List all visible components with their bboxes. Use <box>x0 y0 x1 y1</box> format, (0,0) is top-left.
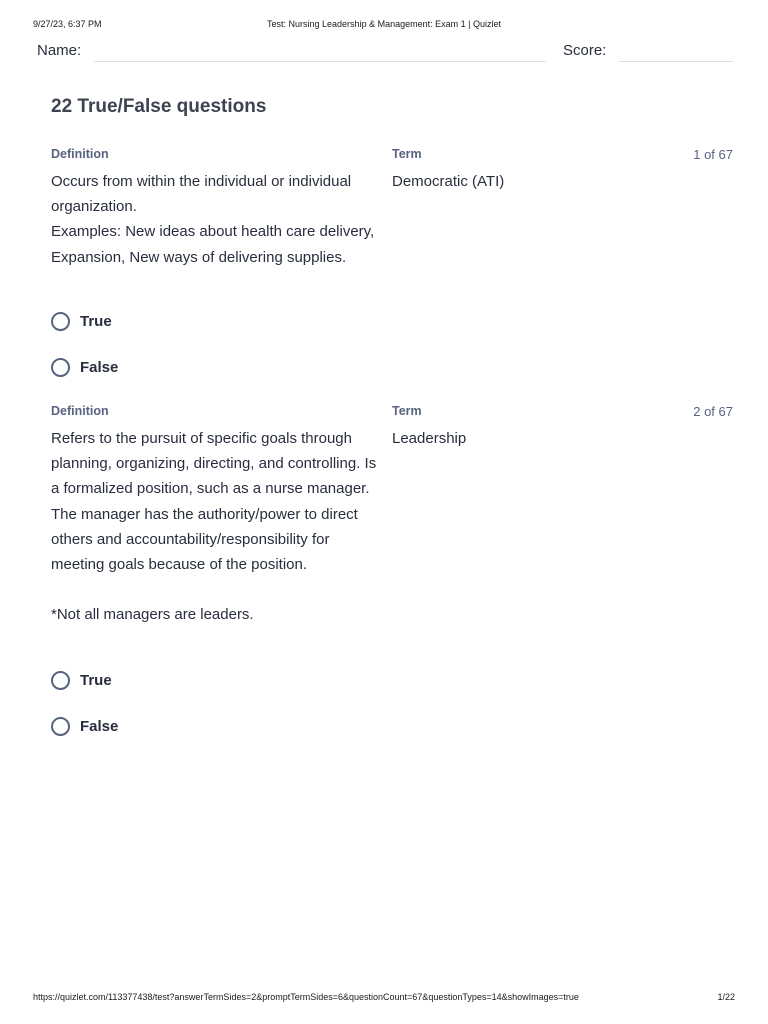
option-label: True <box>80 671 112 689</box>
definition-label: Definition <box>51 147 109 161</box>
page-number: 1/22 <box>717 992 735 1002</box>
name-label: Name: <box>37 42 82 59</box>
term-label: Term <box>392 404 422 418</box>
option-true[interactable] <box>51 309 112 333</box>
radio-circle-icon[interactable] <box>51 671 70 690</box>
score-label: Score: <box>563 42 607 59</box>
print-datetime: 9/27/23, 6:37 PM <box>33 19 102 29</box>
term-label: Term <box>392 147 422 161</box>
print-page-title: Test: Nursing Leadership & Management: Exam 1 | Quizlet <box>267 19 501 29</box>
definition-text: Occurs from within the individual or individual organization. Examples: New ideas about health care delivery, Expansion, New ways of delivering supplies. <box>51 173 375 266</box>
name-score-row <box>37 40 733 66</box>
definition-text: Refers to the pursuit of specific goals through planning, organizing, directing, and controlling. Is a formalized position, such as a nurse manager. The manager has the authority/power to direct others and accountability/responsibility for meeting goals because of the position. *Not all managers are leaders. <box>51 430 377 624</box>
name-field[interactable] <box>94 61 546 62</box>
option-label: True <box>80 312 112 330</box>
radio-circle-icon[interactable] <box>51 717 70 736</box>
radio-circle-icon[interactable] <box>51 312 70 331</box>
definition-label: Definition <box>51 404 109 418</box>
question-counter: 2 of 67 <box>693 404 733 419</box>
score-field[interactable] <box>619 61 733 62</box>
term-text: Leadership <box>392 430 467 447</box>
option-label: False <box>80 717 119 735</box>
print-url: https://quizlet.com/113377438/test?answerTermSides=2&promptTermSides=6&questionCount=67&questionTypes=14&showImages=true <box>33 992 579 1002</box>
option-label: False <box>80 358 119 376</box>
radio-circle-icon[interactable] <box>51 358 70 377</box>
print-footer <box>33 992 735 1006</box>
section-title: 22 True/False questions <box>51 96 267 117</box>
term-text: Democratic (ATI) <box>392 173 505 190</box>
question-counter: 1 of 67 <box>693 147 733 162</box>
option-true[interactable] <box>51 668 112 692</box>
option-false[interactable] <box>51 714 118 738</box>
print-header <box>33 19 735 33</box>
option-false[interactable] <box>51 355 118 379</box>
